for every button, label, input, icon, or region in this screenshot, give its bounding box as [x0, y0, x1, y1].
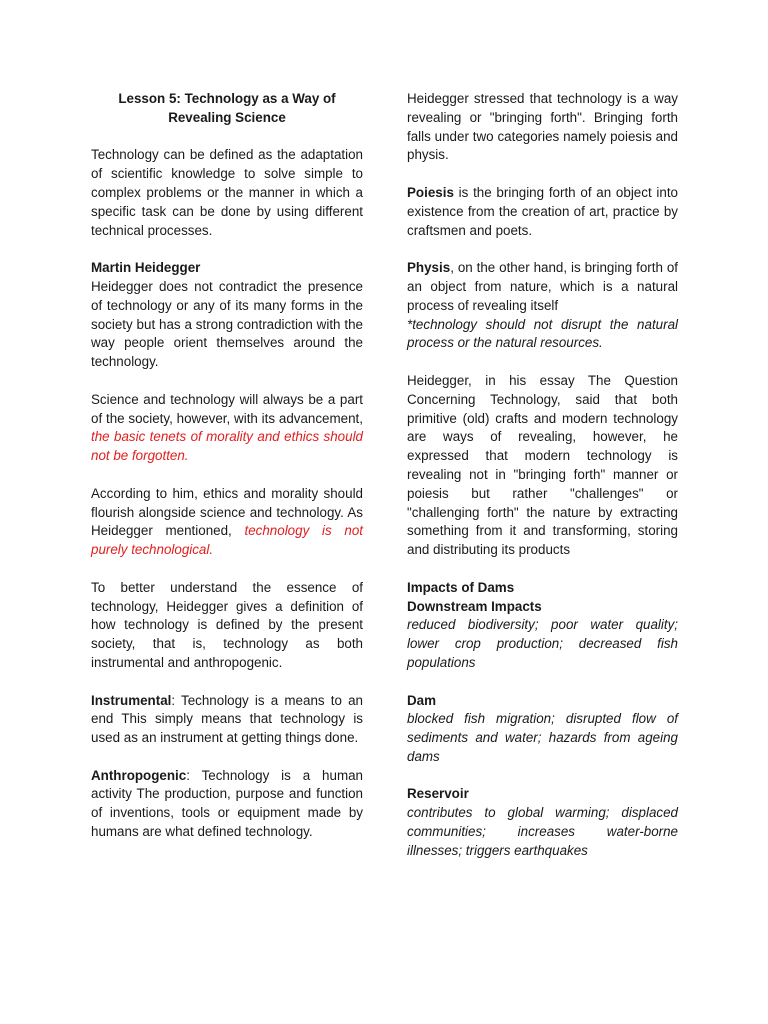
downstream-heading: Downstream Impacts — [407, 598, 542, 614]
downstream-text: reduced biodiversity; poor water quality; lower crop production; decreased fish populations — [407, 617, 678, 670]
question-concerning-paragraph: Heidegger, in his essay The Question Concerning Technology, said that both primitive (old) crafts and modern technology are ways of revealing, however, he expressed that modern technology is revealing not in "bringing forth" manner or poiesis but rather "challenges" or "challenging forth" the nature by extracting something from it and transforming, storing and distributing its products — [407, 372, 678, 558]
not-technological-highlight: technology is not purely technological. — [91, 523, 364, 558]
reservoir-section — [407, 785, 678, 860]
instrumental-term: Instrumental — [91, 692, 172, 708]
morality-highlight: the basic tenets of morality and ethics should not be forgotten. — [91, 429, 363, 464]
ethics-lead-text: According to him, ethics and morality should flourish alongside science and technology. As Heidegger mentioned, — [91, 485, 363, 539]
left-column — [91, 90, 363, 861]
instrumental-text: : Technology is a means to an end This simply means that technology is used as an instrument at getting things done. — [91, 692, 363, 746]
instrumental-paragraph — [91, 692, 363, 748]
dam-section — [407, 692, 678, 767]
physis-text: , on the other hand, is bringing forth of an object from nature, which is a natural process of revealing itself — [407, 260, 678, 313]
anthropogenic-term: Anthropogenic — [91, 767, 187, 783]
technology-definition: Technology can be defined as the adaptation of scientific knowledge to solve simple to complex problems or the manner in which a specific task can be done by using different technical processes. — [91, 147, 363, 238]
dams-heading: Impacts of Dams — [407, 579, 515, 595]
title-line-1: Lesson 5: Technology as a Way of — [118, 91, 336, 106]
heidegger-heading: Martin Heidegger — [91, 260, 201, 276]
lesson-title — [91, 90, 363, 128]
bringing-forth-paragraph: Heidegger stressed that technology is a way revealing or "bringing forth". Bringing forth falls under two categories namely poiesis and physis. — [407, 91, 678, 163]
physis-term: Physis — [407, 260, 451, 276]
title-line-2: Revealing Science — [168, 109, 286, 125]
physis-note: *technology should not disrupt the natural process or the natural resources. — [407, 316, 678, 351]
reservoir-heading: Reservoir — [407, 786, 469, 802]
right-column — [407, 90, 678, 879]
reservoir-text: contributes to global warming; displaced communities; increases water-borne illnesses; triggers earthquakes — [407, 805, 678, 858]
dam-heading: Dam — [407, 692, 437, 708]
anthropogenic-text: : Technology is a human activity The production, purpose and function of inventions, tools or equipment made by humans are what defined technology. — [91, 767, 363, 840]
essence-paragraph: To better understand the essence of technology, Heidegger gives a definition of how technology is defined by the present society, that is, technology as both instrumental and anthropogenic. — [91, 579, 363, 670]
science-lead-text: Science and technology will always be a part of the society, however, with its advancement, — [91, 391, 363, 426]
science-technology-paragraph — [91, 391, 363, 466]
heidegger-paragraph: Heidegger does not contradict the presence of technology or any of its many forms in the society but has a strong contradiction with the way people orient themselves around the technology. — [91, 278, 363, 370]
ethics-paragraph — [91, 485, 363, 560]
poiesis-term: Poiesis — [407, 184, 454, 200]
dams-section — [407, 579, 678, 673]
poiesis-paragraph — [407, 184, 678, 240]
physis-paragraph — [407, 259, 678, 353]
dam-text: blocked fish migration; disrupted flow of sediments and water; hazards from ageing dams — [407, 711, 678, 764]
heidegger-section — [91, 259, 363, 372]
anthropogenic-paragraph — [91, 767, 363, 842]
poiesis-text: is the bringing forth of an object into existence from the creation of art, practice by craftsmen and poets. — [407, 184, 678, 238]
